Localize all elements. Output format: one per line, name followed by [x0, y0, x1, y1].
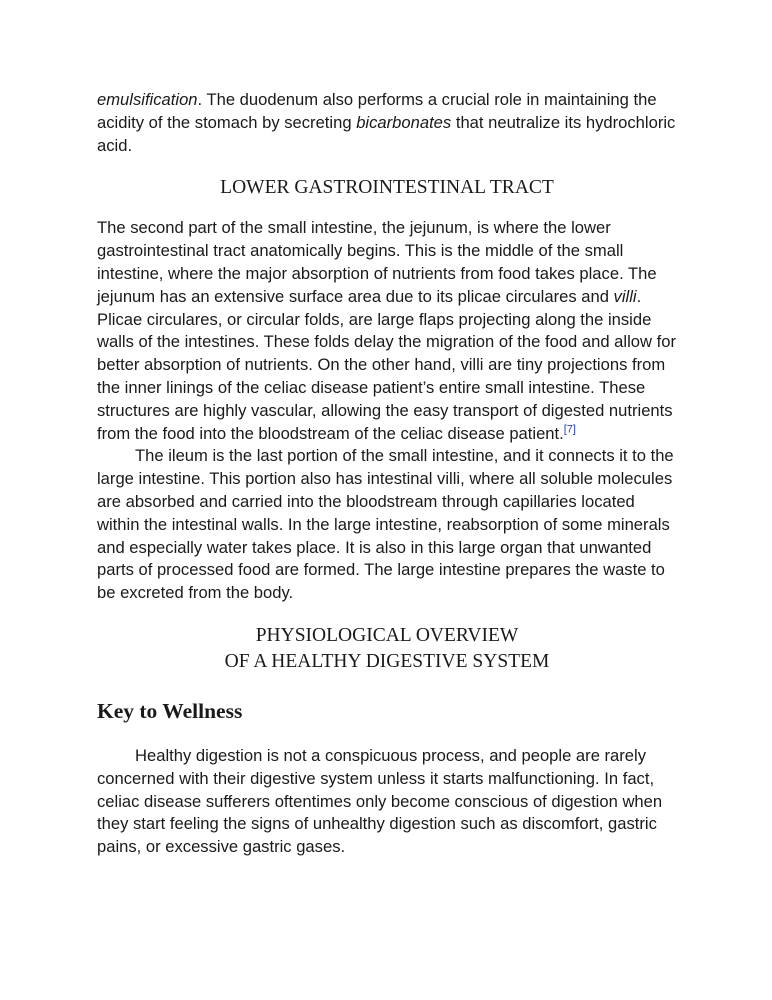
intro-paragraph	[97, 89, 677, 157]
jejunum-text-2: . Plicae circulares, or circular folds, are large flaps projecting along the inside walls of the intestines. These folds delay the migration of the food and allow for better absorption of nutrients. On the other hand, villi are tiny projections from the inner linings of the celiac disease patient’s entire small intestine. These structures are highly vascular, allowing the easy transport of digested nutrients from the food into the bloodstream of the celiac disease patient.	[97, 286, 676, 443]
heading-line-1: PHYSIOLOGICAL OVERVIEW	[255, 624, 519, 646]
term-bicarbonates: bicarbonates	[356, 112, 452, 132]
reference-link[interactable]: [7]	[563, 423, 576, 436]
document-page	[97, 89, 677, 859]
heading-line-2: OF A HEALTHY DIGESTIVE SYSTEM	[224, 650, 550, 672]
intro-text-1: . The duodenum also performs a crucial role in maintaining the acidity of the stomach by secreting	[97, 90, 657, 132]
section-heading-physiological-overview	[97, 623, 677, 675]
intro-text-2: that neutralize its hydrochloric acid.	[97, 112, 676, 155]
section-heading-lower-gi-tract: LOWER GASTROINTESTINAL TRACT	[220, 177, 554, 199]
term-emulsification: emulsification	[97, 90, 198, 109]
term-villi: villi	[613, 286, 637, 306]
jejunum-paragraph	[97, 217, 677, 445]
wellness-paragraph: Healthy digestion is not a conspicuous process, and people are rarely concerned with their digestive system unless it starts malfunctioning. In fact, celiac disease sufferers oftentimes only become conscious of digestion when they start feeling the signs of unhealthy digestion such as discomfort, gastric pains, or excessive gastric gases.	[97, 745, 663, 857]
ileum-paragraph: The ileum is the last portion of the small intestine, and it connects it to the large intestine. This portion also has intestinal villi, where all soluble molecules are absorbed and carried into the bloodstream through capillaries located within the intestinal walls. In the large intestine, reabsorption of some minerals and especially water takes place. It is also in this large organ that unwanted parts of processed food are formed. The large intestine prepares the waste to be excreted from the body.	[97, 446, 674, 603]
subheading-key-to-wellness: Key to Wellness	[97, 698, 243, 723]
jejunum-text-1: The second part of the small intestine, the jejunum, is where the lower gastrointestinal tract anatomically begins. This is the middle of the small intestine, where the major absorption of nutrients from food takes place. The jejunum has an extensive surface area due to its plicae circulares and	[97, 218, 657, 306]
